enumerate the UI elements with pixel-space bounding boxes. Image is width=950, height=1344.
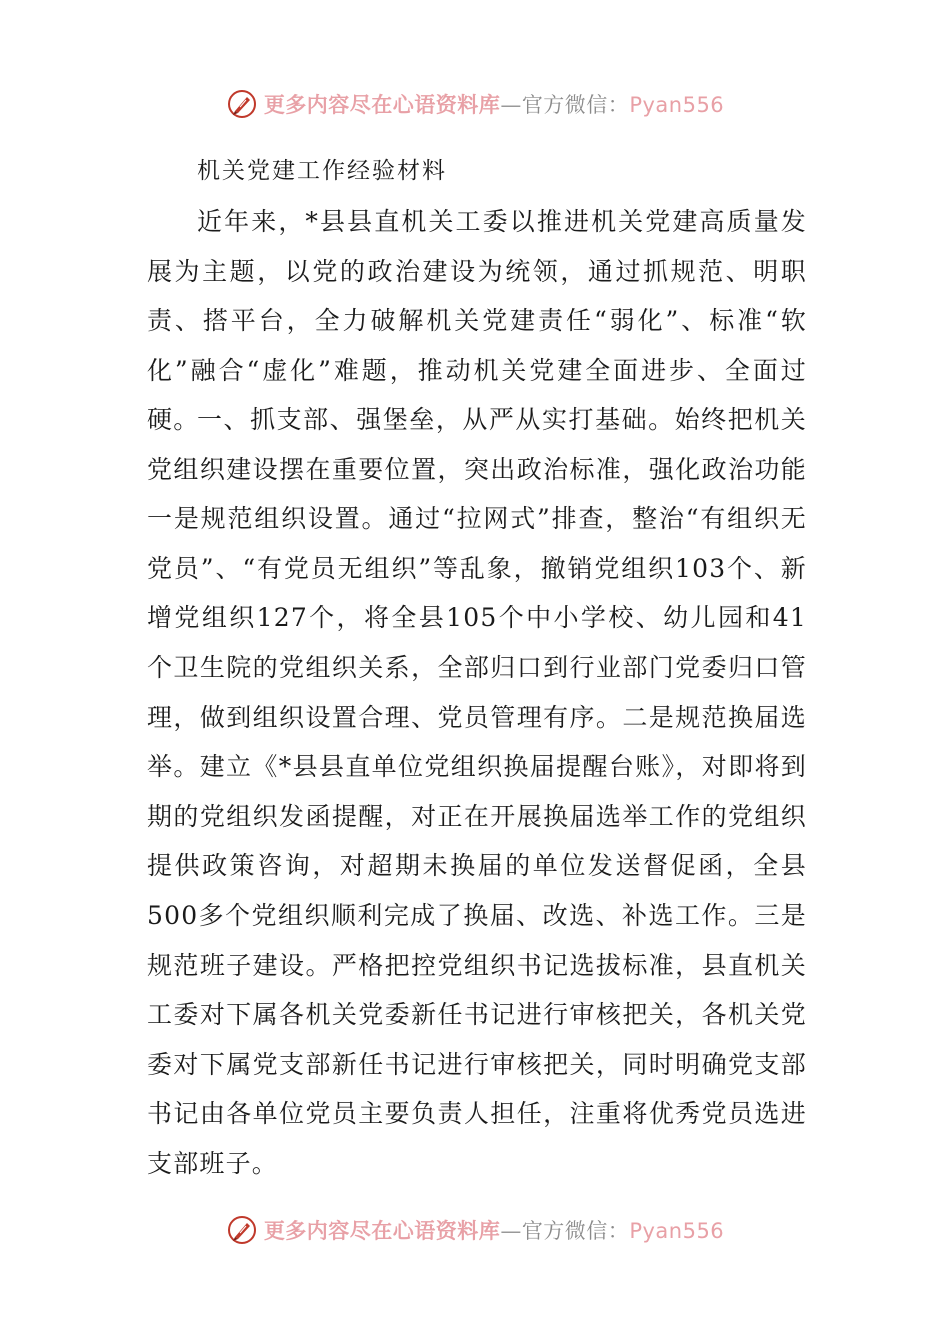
- watermark-wechat-id: Pyan556: [629, 93, 725, 117]
- watermark-wechat-label: 官方微信：: [521, 93, 630, 117]
- watermark-separator: —: [500, 93, 522, 117]
- watermark-text: [264, 89, 724, 119]
- paragraph-intro: 近年来，*县县直机关工委以推进机关党建高质量发展为主题，以党的政治建设为统领，通过抓规范、明职责、搭平台，全力破解机关党建责任“弱化”、标准“软化”融合“虚化”难题，推动机关党建全面进步、全面过硬。: [147, 207, 807, 435]
- pen-nib-circle-icon: [226, 88, 258, 120]
- watermark-main: 更多内容尽在心语资料库: [263, 1219, 501, 1243]
- watermark-separator: —: [500, 1219, 522, 1243]
- paragraph-section-one: 一、抓支部、强堡垒，从严从实打基础。始终把机关党组织建设摆在重要位置，突出政治标准，强化政治功能一是规范组织设置。通过“拉网式”排查，整治“有组织无党员”、“有党员无组织”等乱象，撤销党组织103个、新增党组织127个，将全县105个中小学校、幼儿园和41个卫生院的党组织关系，全部归口到行业部门党委归口管理，做到组织设置合理、党员管理有序。二是规范换届选举。建立《*县县直单位党组织换届提醒台账》，对即将到期的党组织发函提醒，对正在开展换届选举工作的党组织提供政策咨询，对超期未换届的单位发送督促函，全县500多个党组织顺利完成了换届、改选、补选工作。三是规范班子建设。严格把控党组织书记选拔标准，县直机关工委对下属各机关党委新任书记进行审核把关，各机关党委对下属党支部新任书记进行审核把关，同时明确党支部书记由各单位党员主要负责人担任，注重将优秀党员选进支部班子。: [147, 405, 807, 1178]
- watermark-wechat-label: 官方微信：: [521, 1219, 630, 1243]
- pen-nib-circle-icon: [226, 1214, 258, 1246]
- header-watermark: [0, 84, 950, 124]
- watermark-main: 更多内容尽在心语资料库: [263, 93, 501, 117]
- document-title: 机关党建工作经验材料: [197, 158, 447, 184]
- footer-watermark: [0, 1210, 950, 1250]
- watermark-wechat-id: Pyan556: [629, 1219, 725, 1243]
- watermark-text: [264, 1215, 724, 1245]
